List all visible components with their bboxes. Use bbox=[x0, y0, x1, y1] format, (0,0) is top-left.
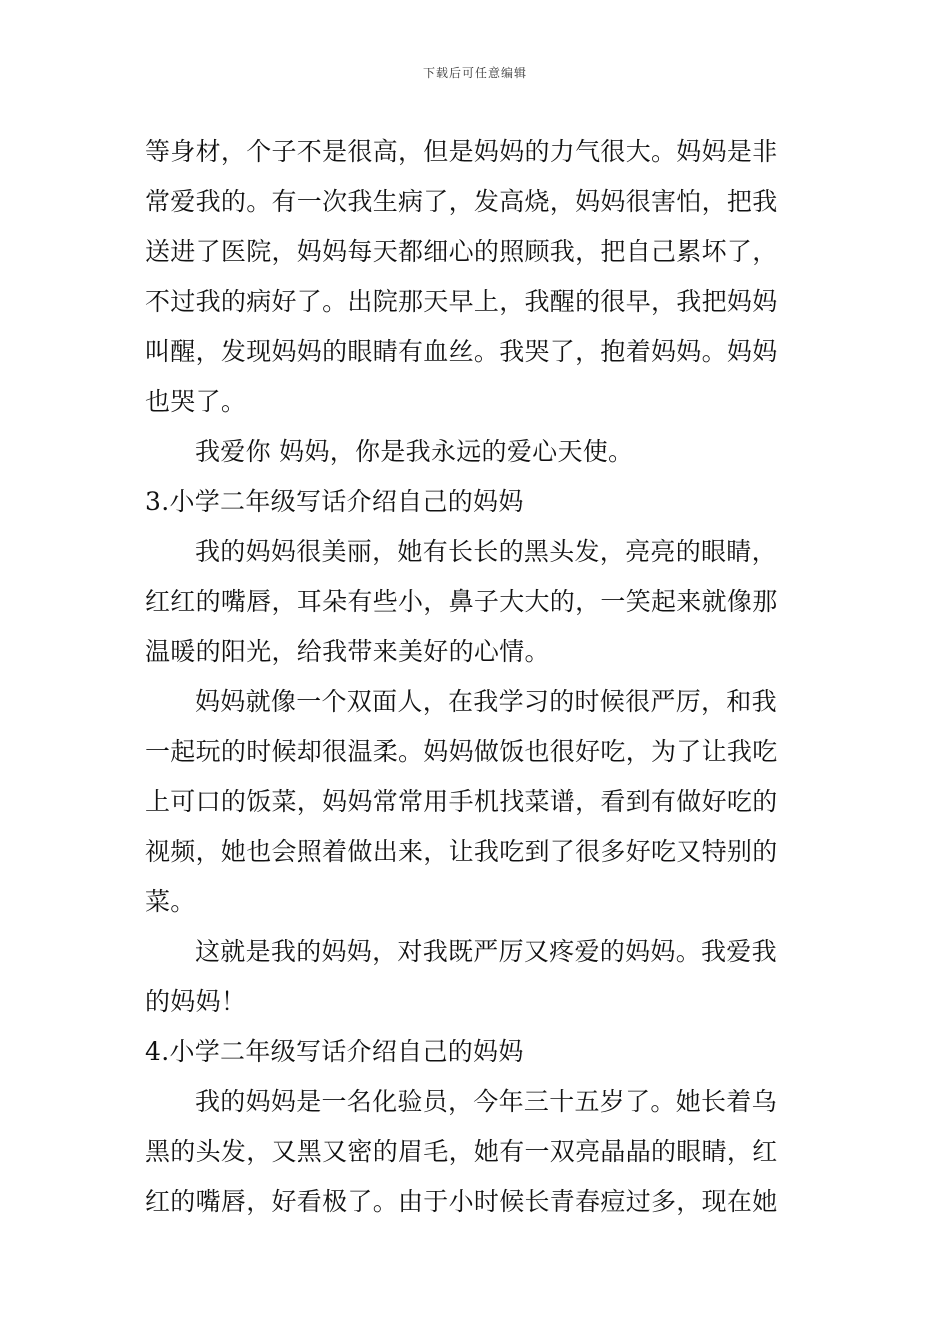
text-line: 不过我的病好了。出院那天早上，我醒的很早，我把妈妈 bbox=[145, 287, 778, 316]
document-body bbox=[145, 127, 807, 1227]
section-heading: 4.小学二年级写话介绍自己的妈妈 bbox=[145, 1037, 524, 1066]
paragraph-start-line: 这就是我的妈妈，对我既严厉又疼爱的妈妈。我爱我 bbox=[195, 937, 777, 966]
paragraph-start-line: 我爱你 妈妈，你是我永远的爱心天使。 bbox=[195, 437, 634, 466]
paragraph-start-line: 我的妈妈很美丽，她有长长的黑头发，亮亮的眼睛， bbox=[195, 537, 777, 566]
text-line: 的妈妈！ bbox=[145, 987, 247, 1016]
text-line: 黑的头发，又黑又密的眉毛，她有一双亮晶晶的眼睛，红 bbox=[145, 1137, 778, 1166]
text-line: 送进了医院，妈妈每天都细心的照顾我，把自己累坏了， bbox=[145, 237, 778, 266]
text-line: 常爱我的。有一次我生病了，发高烧，妈妈很害怕，把我 bbox=[145, 187, 778, 216]
text-line: 温暖的阳光，给我带来美好的心情。 bbox=[145, 637, 550, 666]
text-line: 上可口的饭菜，妈妈常常用手机找菜谱，看到有做好吃的 bbox=[145, 787, 778, 816]
section-heading: 3.小学二年级写话介绍自己的妈妈 bbox=[145, 487, 524, 516]
text-line: 等身材，个子不是很高，但是妈妈的力气很大。妈妈是非 bbox=[145, 137, 778, 166]
text-line: 视频，她也会照着做出来，让我吃到了很多好吃又特别的 bbox=[145, 837, 778, 866]
text-line: 菜。 bbox=[145, 887, 196, 916]
text-line: 也哭了。 bbox=[145, 387, 247, 416]
text-line: 红的嘴唇，好看极了。由于小时候长青春痘过多，现在她 bbox=[145, 1187, 778, 1216]
page-header: 下载后可任意编辑 bbox=[422, 66, 527, 80]
text-line: 一起玩的时候却很温柔。妈妈做饭也很好吃，为了让我吃 bbox=[145, 737, 778, 766]
text-line: 红红的嘴唇，耳朵有些小，鼻子大大的，一笑起来就像那 bbox=[145, 587, 778, 616]
paragraph-start-line: 妈妈就像一个双面人，在我学习的时候很严厉，和我 bbox=[195, 687, 777, 716]
text-line: 叫醒，发现妈妈的眼睛有血丝。我哭了，抱着妈妈。妈妈 bbox=[145, 337, 778, 366]
paragraph-start-line: 我的妈妈是一名化验员，今年三十五岁了。她长着乌 bbox=[195, 1087, 777, 1116]
